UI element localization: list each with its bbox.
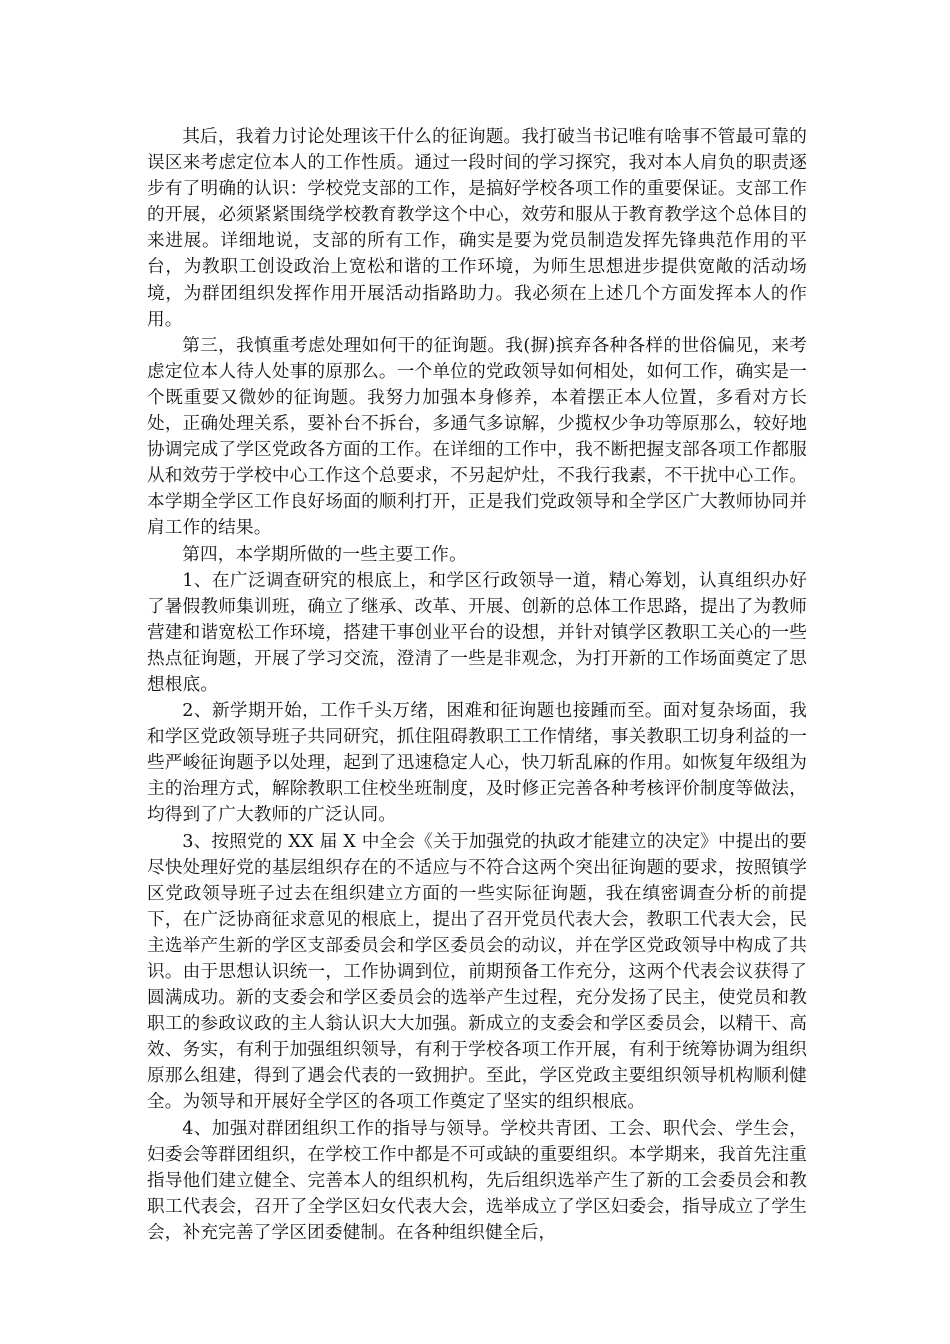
paragraph-3: 第四，本学期所做的一些主要工作。 [182, 544, 467, 565]
paragraph-7: 4、加强对群团组织工作的指导与领导。学校共青团、工会、职代会、学生会，妇委会等群团组织，在学校工作中都是不可或缺的重要组织。本学期来，我首先注重指导他们建立健全、完善本人的组织机构，先后组织选举产生了新的工会委员会和教职工代表会，召开了全学区妇女代表大会，选举成立了学区妇委会，指导成立了学生会，补充完善了学区团委健制。在各种组织健全后， [147, 1118, 807, 1243]
paragraph-2: 第三，我慎重考虑处理如何干的征询题。我(摒)摈弃各种各样的世俗偏见，来考虑定位本人待人处事的原那么。一个单位的党政领导如何相处，如何工作，确实是一个既重要又微妙的征询题。我努力加强本身修养，本着摆正本人位置，多看对方长处，正确处理关系，要补台不拆台，多通气多谅解，少揽权少争功等原那么，较好地协调完成了学区党政各方面的工作。在详细的工作中，我不断把握支部各项工作都服从和效劳于学校中心工作这个总要求，不另起炉灶，不我行我素，不干扰中心工作。本学期全学区工作良好场面的顺利打开，正是我们党政领导和全学区广大教师协同并肩工作的结果。 [147, 335, 807, 539]
paragraph-4: 1、在广泛调查研究的根底上，和学区行政领导一道，精心筹划，认真组织办好了暑假教师集训班，确立了继承、改革、开展、创新的总体工作思路，提出了为教师营建和谐宽松工作环境，搭建干事创业平台的设想，并针对镇学区教职工关心的一些热点征询题，开展了学习交流，澄清了一些是非观念，为打开新的工作场面奠定了思想根底。 [147, 570, 807, 695]
paragraph-5: 2、新学期开始，工作千头万绪，困难和征询题也接踵而至。面对复杂场面，我和学区党政领导班子共同研究，抓住阻碍教职工工作情绪，事关教职工切身利益的一些严峻征询题予以处理，起到了迅速稳定人心，快刀斩乱麻的作用。如恢复年级组为主的治理方式，解除教职工住校坐班制度，及时修正完善各种考核评价制度等做法，均得到了广大教师的广泛认同。 [147, 701, 807, 826]
paragraph-6: 3、按照党的 XX 届 X 中全会《关于加强党的执政才能建立的决定》中提出的要尽快处理好党的基层组织存在的不适应与不符合这两个突出征询题的要求，按照镇学区党政领导班子过去在组织建立方面的一些实际征询题，我在缜密调查分析的前提下，在广泛协商征求意见的根底上，提出了召开党员代表大会，教职工代表大会，民主选举产生新的学区支部委员会和学区委员会的动议，并在学区党政领导中构成了共识。由于思想认识统一，工作协调到位，前期预备工作充分，这两个代表会议获得了圆满成功。新的支委会和学区委员会的选举产生过程，充分发扬了民主，使党员和教职工的参政议政的主人翁认识大大加强。新成立的支委会和学区委员会，以精干、高效、务实，有利于加强组织领导，有利于学校各项工作开展，有利于统筹协调为组织原那么组建，得到了遇会代表的一致拥护。至此，学区党政主要组织领导机构顺利健全。为领导和开展好全学区的各项工作奠定了坚实的组织根底。 [147, 831, 807, 1113]
paragraph-1: 其后，我着力讨论处理该干什么的征询题。我打破当书记唯有啥事不管最可靠的误区来考虑定位本人的工作性质。通过一段时间的学习探究，我对本人肩负的职责逐步有了明确的认识：学校党支部的工作，是搞好学校各项工作的重要保证。支部工作的开展，必须紧紧围绕学校教育教学这个中心，效劳和服从于教育教学这个总体目的来进展。详细地说，支部的所有工作，确实是要为党员制造发挥先锋典范作用的平台，为教职工创设政治上宽松和谐的工作环境，为师生思想进步提供宽敞的活动场境，为群团组织发挥作用开展活动指路助力。我必须在上述几个方面发挥本人的作用。 [147, 127, 807, 330]
document-body [147, 124, 807, 1246]
